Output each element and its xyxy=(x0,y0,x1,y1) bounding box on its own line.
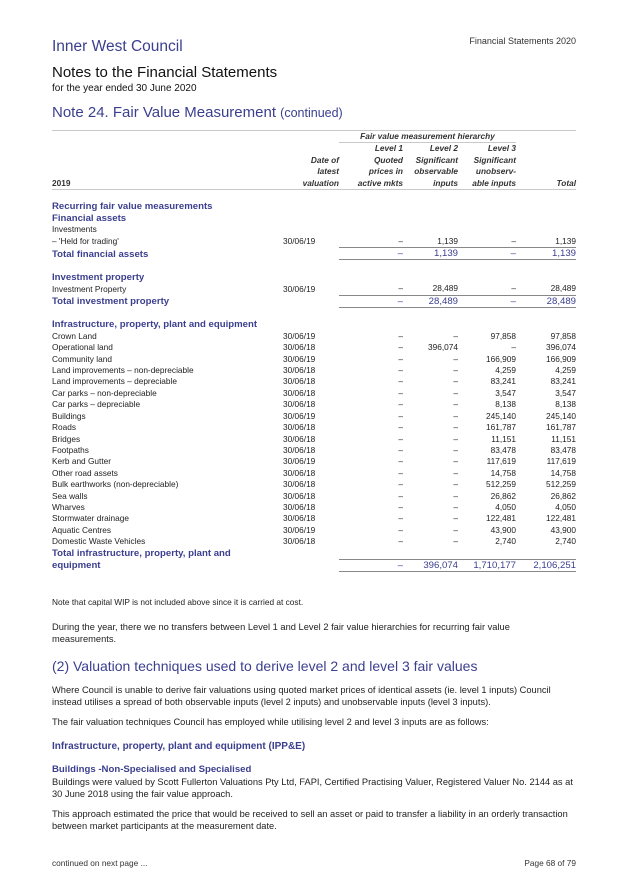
cell-l1: – xyxy=(398,490,403,501)
cell-l1: – xyxy=(398,410,403,421)
transfers-paragraph: During the year, there we no transfers between Level 1 and Level 2 fair value hierarchies for recurring fair value measurements. xyxy=(52,622,510,644)
cell-l2: – xyxy=(453,467,458,478)
col-l3-header: Level 3 xyxy=(487,143,516,154)
cell-label: Community land xyxy=(52,353,112,364)
cell-date: 30/06/18 xyxy=(283,479,316,490)
cell-label: Other road assets xyxy=(52,467,118,478)
cell-l3: 83,241 xyxy=(490,376,516,387)
cell-l1: – xyxy=(398,467,403,478)
cell-l1: – xyxy=(398,365,403,376)
cell-label: Roads xyxy=(52,422,76,433)
cell-label: Land improvements – non-depreciable xyxy=(52,365,194,376)
cell-l2: – xyxy=(453,513,458,524)
table-row xyxy=(52,376,576,387)
cell-l2: – xyxy=(453,490,458,501)
cell-l2: – xyxy=(453,353,458,364)
cell-label: Wharves xyxy=(52,501,85,512)
cell-date: 30/06/18 xyxy=(283,422,316,433)
buildings-paragraph: Buildings were valued by Scott Fullerton Valuations Pty Ltd, FAPI, Certified Practising Valuer, Registered Valuer No. 2144 as at 30 June 2018 using the fair value approach. xyxy=(52,777,573,799)
cell-total: 396,074 xyxy=(546,342,576,353)
cell-total: 3,547 xyxy=(555,387,576,398)
table-row xyxy=(52,491,576,502)
cell-label: Sea walls xyxy=(52,490,88,501)
cell-date: 30/06/18 xyxy=(283,376,316,387)
cell-date: 30/06/19 xyxy=(283,353,316,364)
cell-l3: – xyxy=(511,342,516,353)
cell-l1: – xyxy=(398,330,403,341)
cell-l3: 4,259 xyxy=(495,365,516,376)
cell-l1: – xyxy=(398,513,403,524)
cell-l3: 11,151 xyxy=(491,433,516,444)
cell-l3: 43,900 xyxy=(490,524,516,535)
cell-l3: 2,740 xyxy=(495,536,516,547)
cell-l1: – xyxy=(398,479,403,490)
cell-l3: 3,547 xyxy=(495,387,516,398)
note-title: Note 24. Fair Value Measurement xyxy=(52,104,276,121)
cell-l1: – xyxy=(398,376,403,387)
total-row: Total infrastructure, property, plant and xyxy=(52,548,231,560)
table-row xyxy=(52,513,576,524)
cell-date: 30/06/19 xyxy=(283,410,316,421)
cell-total: 14,758 xyxy=(550,467,576,478)
col-l3-header: unobserv- xyxy=(475,166,516,177)
cell-date: 30/06/18 xyxy=(283,501,316,512)
cell-total: 26,862 xyxy=(550,490,576,501)
cell-l3: 117,619 xyxy=(486,456,516,467)
table-row xyxy=(52,365,576,376)
cell-total: 245,140 xyxy=(546,410,576,421)
cell-l2: – xyxy=(453,524,458,535)
cell-l2: – xyxy=(453,501,458,512)
cell-l2: – xyxy=(453,422,458,433)
cell-date: 30/06/18 xyxy=(283,444,316,455)
cell-total: 4,050 xyxy=(555,501,576,512)
table-row xyxy=(52,388,576,399)
cell-l1: – xyxy=(398,399,403,410)
column-header-row xyxy=(52,178,576,190)
hierarchy-header-row xyxy=(52,131,576,143)
table-row xyxy=(52,536,576,547)
cell-label: Footpaths xyxy=(52,444,89,455)
note-heading xyxy=(52,104,343,121)
note-continued: (continued) xyxy=(280,106,343,120)
cell-label: Land improvements – depreciable xyxy=(52,376,177,387)
valuation-techniques-heading: (2) Valuation techniques used to derive level 2 and level 3 fair values xyxy=(52,658,478,674)
cell-label: Bridges xyxy=(52,433,81,444)
notes-subtitle: for the year ended 30 June 2020 xyxy=(52,83,197,94)
cell-l2: – xyxy=(453,410,458,421)
cell-total: 166,909 xyxy=(546,353,576,364)
approach-paragraph: This approach estimated the price that would be received to sell an asset or paid to transfer a liability in an orderly transaction between market participants at the measurement date. xyxy=(52,809,568,831)
capital-wip-note: Note that capital WIP is not included above since it is carried at cost. xyxy=(52,597,304,607)
cell-l2: – xyxy=(453,399,458,410)
col-l2-header: Significant xyxy=(415,154,458,165)
col-l1-header: prices in xyxy=(368,166,403,177)
col-l1-header: Level 1 xyxy=(374,143,403,154)
cell-date: 30/06/18 xyxy=(283,399,316,410)
cell-l2: – xyxy=(453,376,458,387)
column-header-row xyxy=(52,143,576,155)
section-heading: Financial assets xyxy=(52,212,127,224)
table-row: Investments xyxy=(52,224,97,235)
cell-l3: 161,787 xyxy=(486,422,516,433)
cell-total: 512,259 xyxy=(546,479,576,490)
cell-total: 122,481 xyxy=(546,513,576,524)
cell-l1: – xyxy=(398,422,403,433)
col-date-header: Date of xyxy=(310,154,339,165)
cell-l1: – xyxy=(398,342,403,353)
techniques-paragraph: The fair valuation techniques Council has employed while utilising level 2 and level 3 inputs are as follows: xyxy=(52,717,489,727)
cell-total: 8,138 xyxy=(555,399,576,410)
cell-label: Stormwater drainage xyxy=(52,513,130,524)
cell-l2: – xyxy=(453,365,458,376)
table-row xyxy=(52,434,576,445)
cell-l2: – xyxy=(453,330,458,341)
cell-l1: – xyxy=(398,387,403,398)
cell-total: 2,740 xyxy=(555,536,576,547)
ippe-rows xyxy=(52,331,576,548)
cell-date: 30/06/18 xyxy=(283,342,316,353)
cell-label: Aquatic Centres xyxy=(52,524,112,535)
cell-l3: 245,140 xyxy=(486,410,516,421)
cell-l1: – xyxy=(398,433,403,444)
cell-l3: 97,858 xyxy=(490,330,516,341)
cell-total: 161,787 xyxy=(546,422,576,433)
col-total-header: Total xyxy=(516,178,576,190)
col-date-header: latest xyxy=(317,166,339,177)
fair-value-table xyxy=(52,130,576,572)
col-l2-header: inputs xyxy=(403,178,458,190)
cell-date: 30/06/19 xyxy=(283,330,316,341)
table-row xyxy=(52,422,576,433)
cell-l2: – xyxy=(453,456,458,467)
cell-l3: 14,758 xyxy=(490,467,516,478)
cell-date: 30/06/19 xyxy=(283,524,316,535)
cell-total: 117,619 xyxy=(546,456,576,467)
cell-date: 30/06/18 xyxy=(283,433,316,444)
cell-l1: – xyxy=(398,456,403,467)
cell-l2: – xyxy=(453,433,458,444)
cell-total: 97,858 xyxy=(550,330,576,341)
cell-total: 83,478 xyxy=(550,444,576,455)
cell-label: Crown Land xyxy=(52,330,97,341)
cell-label: Car parks – depreciable xyxy=(52,399,141,410)
council-name: Inner West Council xyxy=(52,38,183,55)
table-row xyxy=(52,468,576,479)
cell-l1: – xyxy=(398,536,403,547)
total-row: Total investment property – 28,489 – 28,489 xyxy=(52,295,576,308)
cell-l2: – xyxy=(453,387,458,398)
cell-date: 30/06/18 xyxy=(283,387,316,398)
table-row: – 'Held for trading' 30/06/19 – 1,139 – 1,139 xyxy=(52,235,576,247)
table-row xyxy=(52,399,576,410)
col-l2-header: Level 2 xyxy=(429,143,458,154)
cell-l3: 4,050 xyxy=(495,501,516,512)
year-label: 2019 xyxy=(52,178,283,190)
cell-date: 30/06/18 xyxy=(283,513,316,524)
table-row xyxy=(52,525,576,536)
cell-label: Car parks – non-depreciable xyxy=(52,387,157,398)
where-council-paragraph: Where Council is unable to derive fair valuations using quoted market prices of identical assets (ie. level 1 inputs) Council instead utilises a spread of both observable inputs (level 2 inputs) and unobservable inputs (level 3 inputs). xyxy=(52,685,551,707)
cell-l1: – xyxy=(398,444,403,455)
col-l3-header: Significant xyxy=(473,154,516,165)
cell-total: 11,151 xyxy=(551,433,576,444)
cell-total: 4,259 xyxy=(555,365,576,376)
cell-l3: 8,138 xyxy=(495,399,516,410)
cell-l1: – xyxy=(398,524,403,535)
table-row xyxy=(52,445,576,456)
total-row: equipment – 396,074 1,710,177 2,106,251 xyxy=(52,559,576,572)
hierarchy-label: Fair value measurement hierarchy xyxy=(339,131,516,143)
section-heading: Infrastructure, property, plant and equipment xyxy=(52,319,258,331)
cell-label: Kerb and Gutter xyxy=(52,456,112,467)
cell-l3: 26,862 xyxy=(490,490,516,501)
cell-l3: 512,259 xyxy=(486,479,516,490)
col-l2-header: observable xyxy=(414,166,458,177)
table-row xyxy=(52,411,576,422)
cell-l1: – xyxy=(398,501,403,512)
buildings-heading: Buildings -Non-Specialised and Specialised xyxy=(52,764,252,775)
cell-date: 30/06/19 xyxy=(283,456,316,467)
cell-label: Domestic Waste Vehicles xyxy=(52,536,146,547)
col-l1-header: active mkts xyxy=(339,178,403,190)
page-number: Page 68 of 79 xyxy=(524,858,576,868)
cell-label: Operational land xyxy=(52,342,113,353)
cell-date: 30/06/18 xyxy=(283,536,316,547)
cell-label: Bulk earthworks (non-depreciable) xyxy=(52,479,179,490)
table-row xyxy=(52,502,576,513)
column-header-row xyxy=(52,155,576,166)
cell-l2: – xyxy=(453,536,458,547)
cell-total: 43,900 xyxy=(550,524,576,535)
table-row: Investment Property 30/06/19 – 28,489 – 28,489 xyxy=(52,283,576,294)
cell-date: 30/06/18 xyxy=(283,365,316,376)
table-row xyxy=(52,479,576,490)
cell-l2: – xyxy=(453,444,458,455)
notes-title: Notes to the Financial Statements xyxy=(52,64,278,81)
table-row xyxy=(52,331,576,342)
cell-l2: – xyxy=(453,479,458,490)
table-row xyxy=(52,456,576,467)
cell-l3: 166,909 xyxy=(486,353,516,364)
section-heading: Investment property xyxy=(52,271,145,283)
total-row: Total financial assets – 1,139 – 1,139 xyxy=(52,248,576,260)
cell-l2: 396,074 xyxy=(428,342,458,353)
cell-label: Buildings xyxy=(52,410,86,421)
col-l3-header: able inputs xyxy=(458,178,516,190)
statements-label: Financial Statements 2020 xyxy=(469,36,576,46)
table-row xyxy=(52,354,576,365)
cell-date: 30/06/18 xyxy=(283,467,316,478)
cell-date: 30/06/18 xyxy=(283,490,316,501)
column-header-row xyxy=(52,166,576,177)
col-date-header: valuation xyxy=(283,178,339,190)
section-heading: Recurring fair value measurements xyxy=(52,201,213,213)
ippe-heading: Infrastructure, property, plant and equipment (IPP&E) xyxy=(52,741,306,752)
cell-l1: – xyxy=(398,353,403,364)
cell-l3: 83,478 xyxy=(490,444,516,455)
col-l1-header: Quoted xyxy=(373,154,403,165)
cell-total: 83,241 xyxy=(550,376,576,387)
table-row xyxy=(52,342,576,353)
cell-l3: 122,481 xyxy=(486,513,516,524)
continued-footer: continued on next page ... xyxy=(52,858,148,868)
